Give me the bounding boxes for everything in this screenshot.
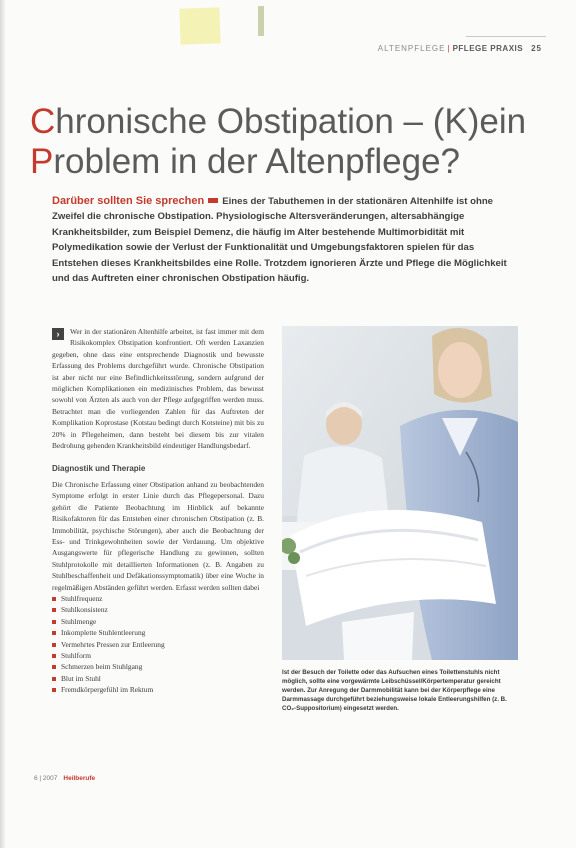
page-title [30,102,540,182]
title-line-2: roblem in der Altenpflege? [53,142,461,181]
list-item [52,639,264,650]
bullet-icon [52,608,56,612]
list-item [52,684,264,695]
photo-illustration [282,326,518,660]
page-footer [34,775,95,782]
bullet-icon [52,677,56,681]
section-paragraph: Die Chronische Erfassung einer Obstipation anhand zu beobachtenden Symptome erfolgt in erster Linie durch das Pflegepersonal. Dazu gehört die Patiente Beobachtung im Hinblick auf bekannte Risikofaktoren für das Entstehen einer chronischen Obstipation (z. B. Immobilität, psychische Störungen), aber auch die Beobachtung der Ess- und Trinkgewohnheiten sowie der Verdauung. Um objektive Ausgangswerte für pflegerische Handlung zu gewinnen, sollten Stuhlprotokolle mit detaillierten Informationen (z. B. Angaben zu Stuhlbeschaffenheit und Defäkationssymptomatik) über eine Woche in regelmäßigen Abständen geführt werden. Erfasst werden sollten dabei [52,479,264,592]
list-item-text: Inkomplette Stuhlentleerung [61,628,146,638]
lead-paragraph [52,194,520,286]
title-initial-1: C [30,102,56,141]
section-bold-label: PFLEGE PRAXIS [452,44,524,53]
title-line-1: hronische Obstipation – (K)ein [55,102,527,141]
bullet-icon [52,688,56,692]
list-item [52,593,264,604]
footer-magazine: Heilberufe [63,775,96,782]
list-item [52,673,264,684]
photo-caption: Ist der Besuch der Toilette oder das Aufsuchen eines Toilettenstuhls nicht möglich, sollte eine vorgewärmte Leibschüssel/Körpertemperatur gereicht werden. Zur Anregung der Darmmobilität kann bei der Körperpflege eine Darmmassage durchgeführt beziehungsweise lokale Entleerungshilfen (z. B. CO₂-Suppositorium) eingesetzt werden. [282,669,507,712]
list-item-text: Stuhlfrequenz [61,593,103,603]
list-item-text: Stuhlkonsistenz [61,605,108,615]
lead-kicker: Darüber sollten Sie sprechen [52,195,205,207]
subheading: Diagnostik und Therapie [52,464,146,474]
footer-issue: 6 | 2007 [34,775,58,782]
criteria-list [52,593,264,696]
list-item [52,616,264,627]
header-rule [466,36,546,37]
bullet-icon [52,631,56,635]
body-column [52,326,264,696]
bullet-icon [52,620,56,624]
scan-edge [0,0,6,848]
list-item-text: Stuhlmenge [61,616,97,626]
arrow-right-icon: › [52,328,64,340]
list-item-text: Stuhlform [61,650,91,660]
lead-marker [208,198,218,203]
bullet-icon [52,665,56,669]
sticky-note [179,7,220,44]
section-separator: | [447,44,451,53]
bullet-icon [52,597,56,601]
running-head [378,44,542,53]
list-item [52,650,264,661]
list-item-text: Vermehrtes Pressen zur Entleerung [61,639,165,649]
list-item-text: Fremdkörpergefühl im Rektum [61,685,154,695]
lead-text: Eines der Tabuthemen in der stationären Altenhilfe ist ohne Zweifel die chronische Obstipation. Physiologische Altersveränderungen, altersabhängige Krankheitsbilder, zum Beispiel Demenz, die häufig im Alter bestehende Multimorbidität mit Polymedikation sowie der Verlust der Funktionalität und Umgebungsfaktoren spielen für das Entstehen dieses Krankheitsbildes eine Rolle. Trotzdem ignorieren Ärzte und Pflege die Möglichkeit und das Auftreten einer chronischen Obstipation häufig. [52,196,507,285]
list-item-text: Blut im Stuhl [61,673,101,683]
bullet-icon [52,654,56,658]
page-number: 25 [531,44,542,53]
scan-mark [258,6,264,36]
list-item [52,604,264,615]
section-label: ALTENPFLEGE [377,44,446,53]
list-item-text: Schmerzen beim Stuhlgang [61,662,143,672]
list-item [52,627,264,638]
nurse-photo [282,326,518,660]
bullet-icon [52,643,56,647]
title-initial-2: P [30,142,54,181]
intro-paragraph: Wer in der stationären Altenhilfe arbeitet, ist fast immer mit dem Risikokomplex Obstipation konfrontiert. Oft werden Laxanzien gegeben, ohne dass eine entsprechende Diagnostik und bewusste Erfassung des Problems durchgeführt wurde. Chronische Obstipation ist aber nicht nur eine Befindlichkeitsstörung, sondern aufgrund der möglichen Komplikationen ein medizinisches Problem, das bewusst sowohl von Ärzten als auch von der Pflege aufgegriffen werden muss. Betrachtet man die vorliegenden Zahlen für das Auftreten der Komplikation Koprostase (Kotstau bedingt durch Kotsteine) mit bis zu 20% in Pflegeheimen, dann besteht bei diesem bis zur vitalen Bedrohung gehenden Krankheitsbild eindeutiger Handlungsbedarf. [52,327,264,451]
list-item [52,661,264,672]
